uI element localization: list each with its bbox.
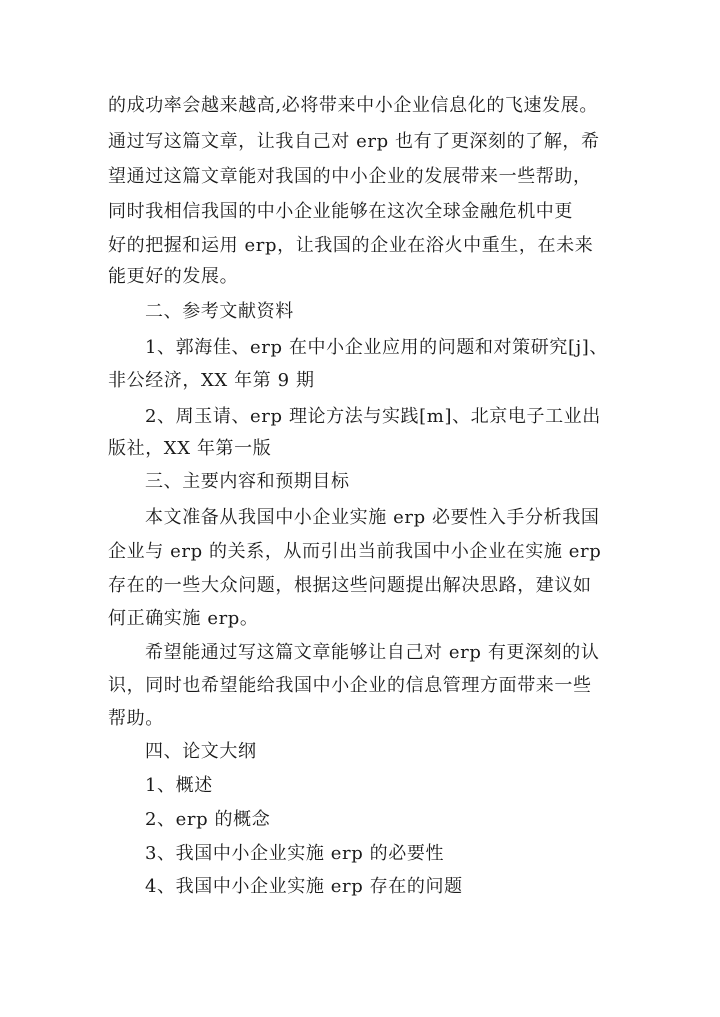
body-text-line: 能更好的发展。: [108, 266, 239, 287]
reference-item-1: 1、郭海佳、erp 在中小企业应用的问题和对策研究[j]、: [145, 337, 608, 358]
body-text-line: 好的把握和运用 erp，让我国的企业在浴火中重生，在未来: [108, 235, 594, 256]
reference-item-2-cont: 版社，XX 年第一版: [108, 438, 272, 459]
body-text-line: 的成功率会越来越高,必将带来中小企业信息化的飞速发展。: [108, 95, 598, 116]
section-heading-outline: 四、论文大纲: [145, 741, 257, 762]
reference-item-1-cont: 非公经济，XX 年第 9 期: [108, 370, 315, 391]
outline-item-1: 1、概述: [145, 775, 213, 796]
outline-item-2: 2、erp 的概念: [145, 809, 271, 830]
body-text-line: 企业与 erp 的关系，从而引出当前我国中小企业在实施 erp: [108, 541, 602, 562]
body-text-line: 希望能通过写这篇文章能够让自己对 erp 有更深刻的认: [145, 642, 600, 663]
body-text-line: 帮助。: [108, 708, 164, 729]
outline-item-4: 4、我国中小企业实施 erp 存在的问题: [145, 876, 463, 897]
body-text-line: 何正确实施 erp。: [108, 608, 259, 629]
body-text-line: 通过写这篇文章，让我自己对 erp 也有了更深刻的了解，希: [108, 131, 600, 152]
outline-item-3: 3、我国中小企业实施 erp 的必要性: [145, 843, 445, 864]
body-text-line: 本文准备从我国中小企业实施 erp 必要性入手分析我国: [145, 507, 600, 528]
section-heading-references: 二、参考文献资料: [145, 301, 294, 322]
body-text-line: 识，同时也希望能给我国中小企业的信息管理方面带来一些: [108, 675, 592, 696]
body-text-line: 同时我相信我国的中小企业能够在这次全球金融危机中更: [108, 201, 573, 222]
body-text-line: 望通过这篇文章能对我国的中小企业的发展带来一些帮助，: [108, 166, 592, 187]
section-heading-content: 三、主要内容和预期目标: [145, 471, 350, 492]
reference-item-2: 2、周玉请、erp 理论方法与实践[m]、北京电子工业出: [145, 406, 601, 427]
body-text-line: 存在的一些大众问题，根据这些问题提出解决思路，建议如: [108, 575, 592, 596]
